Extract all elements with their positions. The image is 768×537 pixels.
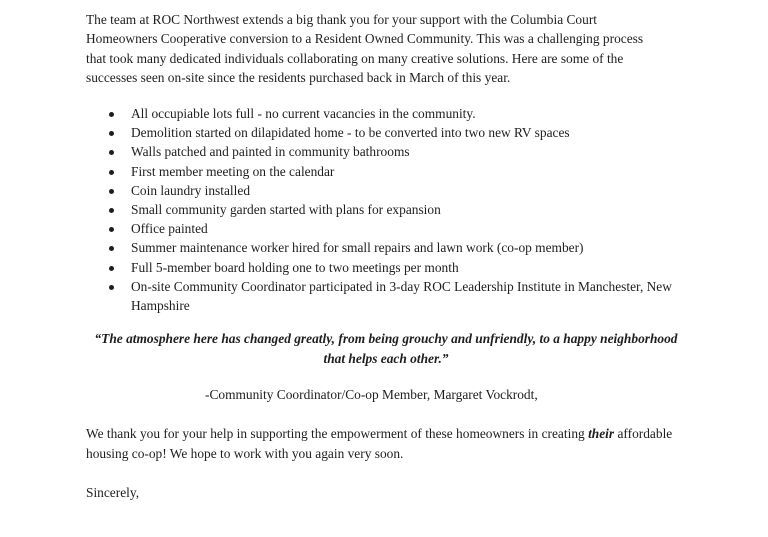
bullet-icon bbox=[109, 208, 114, 213]
list-item bbox=[86, 181, 686, 200]
list-item-text: Small community garden started with plans for expansion bbox=[131, 202, 441, 218]
signoff: Sincerely, bbox=[86, 485, 140, 500]
list-item-text: Walls patched and painted in community bathrooms bbox=[131, 144, 410, 160]
successes-list bbox=[86, 104, 686, 315]
closing-text-start: We thank you for your help in supporting the empowerment of these homeowners in creating bbox=[86, 426, 589, 441]
bullet-icon bbox=[109, 266, 114, 271]
bullet-icon bbox=[109, 131, 114, 136]
list-item bbox=[86, 104, 686, 123]
resident-quote: “The atmosphere here has changed greatly, from being grouchy and unfriendly, to a happy neighborhood that helps each other.” bbox=[94, 331, 678, 366]
list-item-text: First member meeting on the calendar bbox=[131, 163, 335, 179]
list-item bbox=[86, 123, 686, 142]
list-item bbox=[86, 162, 686, 181]
quote-attribution: -Community Coordinator/Co-op Member, Margaret Vockrodt, bbox=[205, 387, 538, 402]
bullet-icon bbox=[109, 227, 114, 232]
list-item-text: Full 5-member board holding one to two meetings per month bbox=[131, 259, 459, 275]
list-item bbox=[86, 142, 686, 161]
bullet-icon bbox=[109, 170, 114, 175]
list-item-text: On-site Community Coordinator participated in 3-day ROC Leadership Institute in Manchester, New Hampshire bbox=[131, 278, 672, 314]
closing-emphasis: their bbox=[588, 426, 615, 441]
closing-text-end: affordable housing co-op! We hope to work with you again very soon. bbox=[86, 426, 673, 461]
list-item-text: Office painted bbox=[131, 221, 208, 237]
intro-paragraph: The team at ROC Northwest extends a big thank you for your support with the Columbia Court Homeowners Cooperative conversion to a Resident Owned Community. This was a challenging process that took many dedicated individuals collaborating on many creative solutions. Here are some of the successes seen on-site since the residents purchased back in March of this year. bbox=[86, 12, 644, 85]
list-item bbox=[86, 200, 686, 219]
bullet-icon bbox=[109, 150, 114, 155]
bullet-icon bbox=[109, 246, 114, 251]
list-item bbox=[86, 238, 686, 257]
list-item-text: Coin laundry installed bbox=[131, 182, 251, 198]
closing-paragraph bbox=[86, 424, 676, 463]
list-item bbox=[86, 277, 686, 315]
list-item-text: Demolition started on dilapidated home - to be converted into two new RV spaces bbox=[131, 125, 570, 141]
list-item bbox=[86, 258, 686, 277]
bullet-icon bbox=[109, 112, 114, 117]
list-item-text: All occupiable lots full - no current vacancies in the community. bbox=[131, 106, 476, 121]
list-item-text: Summer maintenance worker hired for small repairs and lawn work (co-op member) bbox=[131, 240, 584, 256]
bullet-icon bbox=[109, 285, 114, 290]
list-item bbox=[86, 219, 686, 238]
bullet-icon bbox=[109, 189, 114, 194]
